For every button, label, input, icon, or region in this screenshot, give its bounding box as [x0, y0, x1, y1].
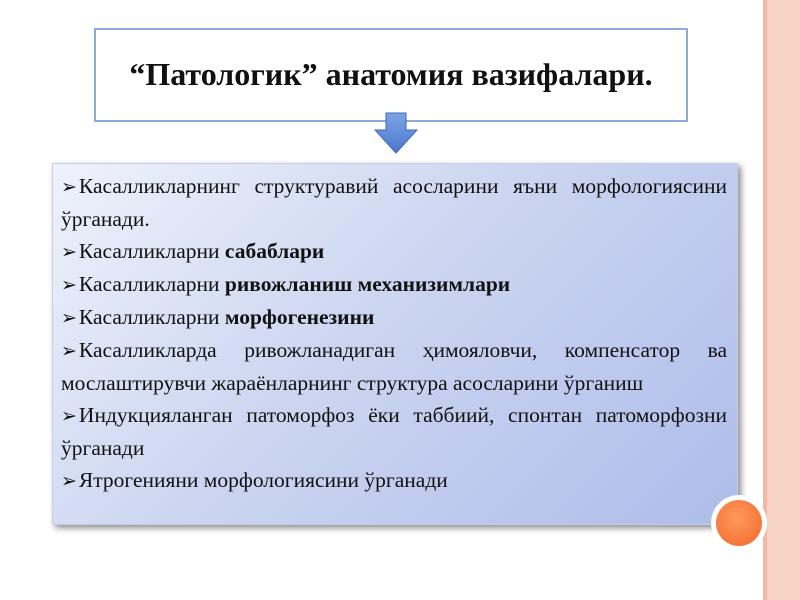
down-arrow-icon	[374, 112, 418, 154]
list-item	[61, 170, 727, 235]
list-item	[61, 334, 727, 399]
arrow-bullet-icon: ➢	[61, 274, 77, 296]
slide-title: “Патологик” анатомия вазифалари.	[129, 56, 653, 93]
content-panel	[52, 163, 738, 525]
bullet-bold-text: морфогенезини	[224, 305, 375, 329]
arrow-bullet-icon: ➢	[61, 405, 77, 427]
list-item	[61, 464, 727, 497]
bullet-list	[61, 170, 727, 497]
bullet-text: Касалликларни	[78, 272, 225, 296]
arrow-bullet-icon: ➢	[61, 307, 77, 329]
decorative-orange-circle	[716, 500, 762, 546]
list-item	[61, 399, 727, 464]
bullet-bold-text: ривожланиш механизимлари	[224, 272, 511, 296]
bullet-text: Индукцияланган патоморфоз ёки таббиий, спонтан патоморфозни ўрганади	[61, 403, 727, 460]
decorative-side-band	[767, 0, 800, 600]
arrow-bullet-icon: ➢	[61, 340, 77, 362]
bullet-text: Касалликларнинг структуравий асосларини яъни морфологиясини ўрганади.	[61, 174, 727, 231]
arrow-bullet-icon: ➢	[61, 176, 77, 198]
bullet-text: Ятрогенияни морфологиясини ўрганади	[78, 468, 448, 492]
arrow-bullet-icon: ➢	[61, 241, 77, 263]
bullet-text: Касалликларни	[78, 305, 225, 329]
title-box	[94, 28, 688, 122]
list-item	[61, 235, 727, 268]
bullet-bold-text: сабаблари	[224, 239, 325, 263]
list-item	[61, 268, 727, 301]
bullet-text: Касалликларни	[78, 239, 225, 263]
list-item	[61, 301, 727, 334]
bullet-text: Касалликларда ривожланадиган ҳимояловчи, компенсатор ва мослаштирувчи жараёнларнинг структура асосларини ўрганиш	[61, 338, 727, 395]
arrow-bullet-icon: ➢	[61, 470, 77, 492]
